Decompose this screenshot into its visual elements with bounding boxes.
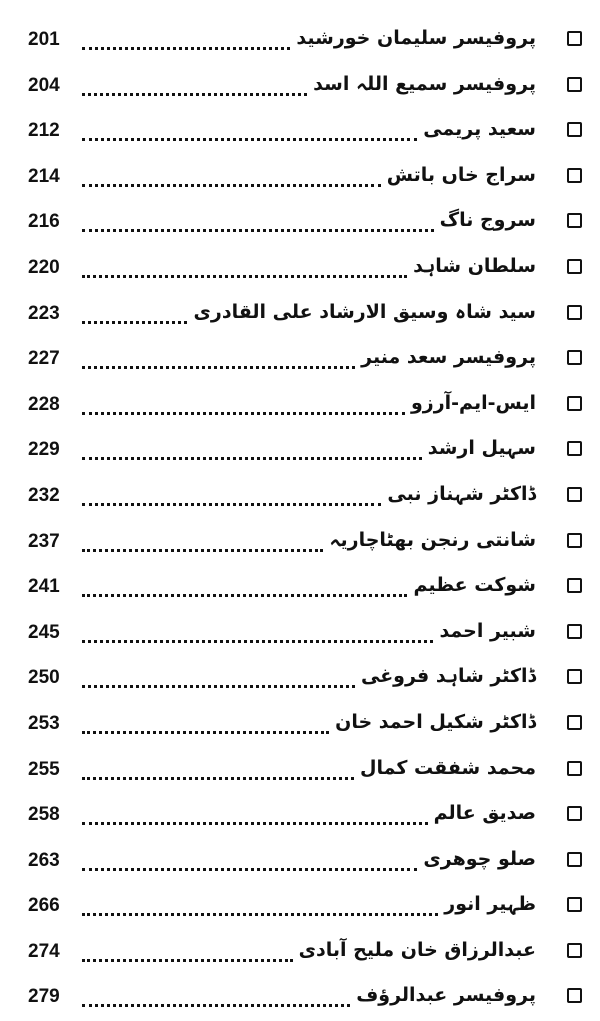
toc-entry xyxy=(0,702,600,748)
entry-title: محمد شفقت کمال xyxy=(356,754,536,782)
toc-entry xyxy=(0,337,600,383)
page-number: 201 xyxy=(28,29,60,50)
dot-leader xyxy=(82,959,293,962)
toc-entry xyxy=(0,930,600,976)
toc-entry xyxy=(0,109,600,155)
dot-leader xyxy=(82,138,417,141)
dot-leader xyxy=(82,93,307,96)
page-number: 279 xyxy=(28,986,60,1008)
checkbox-bullet-icon xyxy=(567,396,582,411)
checkbox-bullet-icon xyxy=(567,578,582,593)
checkbox-bullet-icon xyxy=(567,31,582,46)
entry-title: ڈاکٹر شاہد فروغی xyxy=(357,662,536,690)
checkbox-bullet-icon xyxy=(567,487,582,502)
checkbox-bullet-icon xyxy=(567,533,582,548)
dot-leader xyxy=(82,1004,350,1007)
dot-leader xyxy=(82,549,323,552)
toc-entry xyxy=(0,383,600,429)
toc-entry xyxy=(0,520,600,566)
entry-title: سراج خاں باتش xyxy=(383,161,536,189)
dot-leader xyxy=(82,913,438,916)
page-number: 214 xyxy=(28,165,60,187)
checkbox-bullet-icon xyxy=(567,624,582,639)
checkbox-bullet-icon xyxy=(567,761,582,776)
page-number: 274 xyxy=(28,940,60,962)
entry-title: عبدالرزاق خان ملیح آبادی xyxy=(295,936,536,964)
entry-title: پروفیسر عبدالرؤف xyxy=(352,981,536,1009)
toc-entry xyxy=(0,793,600,839)
entry-title: صدیق عالم xyxy=(430,799,536,827)
toc-entry xyxy=(0,246,600,292)
checkbox-bullet-icon xyxy=(567,806,582,821)
dot-leader xyxy=(82,321,187,324)
page-number: 212 xyxy=(28,120,60,142)
entry-title: صلو چوھری xyxy=(419,845,536,873)
toc-entry xyxy=(0,884,600,930)
page-number: 266 xyxy=(28,895,60,917)
table-of-contents xyxy=(0,18,600,1021)
toc-entry xyxy=(0,155,600,201)
toc-entry xyxy=(0,64,600,110)
dot-leader xyxy=(82,868,417,871)
dot-leader xyxy=(82,229,434,232)
checkbox-bullet-icon xyxy=(567,852,582,867)
entry-title: سعید پریمی xyxy=(419,115,536,143)
checkbox-bullet-icon xyxy=(567,350,582,365)
checkbox-bullet-icon xyxy=(567,669,582,684)
entry-title: پروفیسر سمیع اللہ اسد xyxy=(309,70,536,98)
entry-title: سلطان شاہد xyxy=(409,252,536,280)
dot-leader xyxy=(82,457,422,460)
entry-title: شبیر احمد xyxy=(435,617,536,645)
page-number: 258 xyxy=(28,804,60,826)
entry-title: ڈاکٹر شہناز نبی xyxy=(383,480,536,508)
page-number: 255 xyxy=(28,758,60,780)
dot-leader xyxy=(82,412,405,415)
dot-leader xyxy=(82,366,355,369)
page-number: 237 xyxy=(28,530,60,552)
page-number: 250 xyxy=(28,667,60,689)
checkbox-bullet-icon xyxy=(567,897,582,912)
checkbox-bullet-icon xyxy=(567,988,582,1003)
checkbox-bullet-icon xyxy=(567,77,582,92)
page-number: 220 xyxy=(28,256,60,278)
entry-title: ڈاکٹر شکیل احمد خان xyxy=(331,708,536,736)
dot-leader xyxy=(82,503,381,506)
dot-leader xyxy=(82,640,433,643)
checkbox-bullet-icon xyxy=(567,213,582,228)
checkbox-bullet-icon xyxy=(567,259,582,274)
entry-title: ظہیر انور xyxy=(440,890,536,918)
page-number: 229 xyxy=(28,439,60,461)
checkbox-bullet-icon xyxy=(567,715,582,730)
page-number: 232 xyxy=(28,484,60,506)
toc-entry xyxy=(0,565,600,611)
toc-entry xyxy=(0,292,600,338)
toc-entry xyxy=(0,611,600,657)
dot-leader xyxy=(82,594,407,597)
page-number: 228 xyxy=(28,393,60,415)
entry-title: پروفیسر سلیمان خورشید xyxy=(292,24,536,52)
entry-title: شوکت عظیم xyxy=(409,571,536,599)
dot-leader xyxy=(82,777,354,780)
checkbox-bullet-icon xyxy=(567,441,582,456)
entry-title: ایس-ایم-آرزو xyxy=(407,389,536,417)
page-number: 223 xyxy=(28,302,60,324)
checkbox-bullet-icon xyxy=(567,168,582,183)
toc-entry xyxy=(0,748,600,794)
entry-title: سہیل ارشد xyxy=(424,434,536,462)
page-number: 253 xyxy=(28,712,60,734)
page-number: 241 xyxy=(28,576,60,598)
toc-entry xyxy=(0,975,600,1021)
entry-title: سروج ناگ xyxy=(436,206,536,234)
checkbox-bullet-icon xyxy=(567,305,582,320)
checkbox-bullet-icon xyxy=(567,943,582,958)
dot-leader xyxy=(82,685,355,688)
dot-leader xyxy=(82,731,329,734)
page-number: 263 xyxy=(28,849,60,871)
toc-entry xyxy=(0,474,600,520)
dot-leader xyxy=(82,822,428,825)
toc-entry xyxy=(0,428,600,474)
toc-entry xyxy=(0,839,600,885)
toc-entry xyxy=(0,200,600,246)
page-number: 216 xyxy=(28,211,60,233)
toc-entry xyxy=(0,18,600,64)
toc-entry xyxy=(0,656,600,702)
page-number: 227 xyxy=(28,348,60,370)
dot-leader xyxy=(82,47,290,50)
dot-leader xyxy=(82,275,407,278)
entry-title: پروفیسر سعد منیر xyxy=(357,343,536,371)
entry-title: سید شاہ وسیق الارشاد علی القادری xyxy=(189,298,536,326)
entry-title: شانتی رنجن بھٹاچاریہ xyxy=(325,526,536,554)
dot-leader xyxy=(82,184,381,187)
page-number: 245 xyxy=(28,621,60,643)
checkbox-bullet-icon xyxy=(567,122,582,137)
page-number: 204 xyxy=(28,74,60,96)
